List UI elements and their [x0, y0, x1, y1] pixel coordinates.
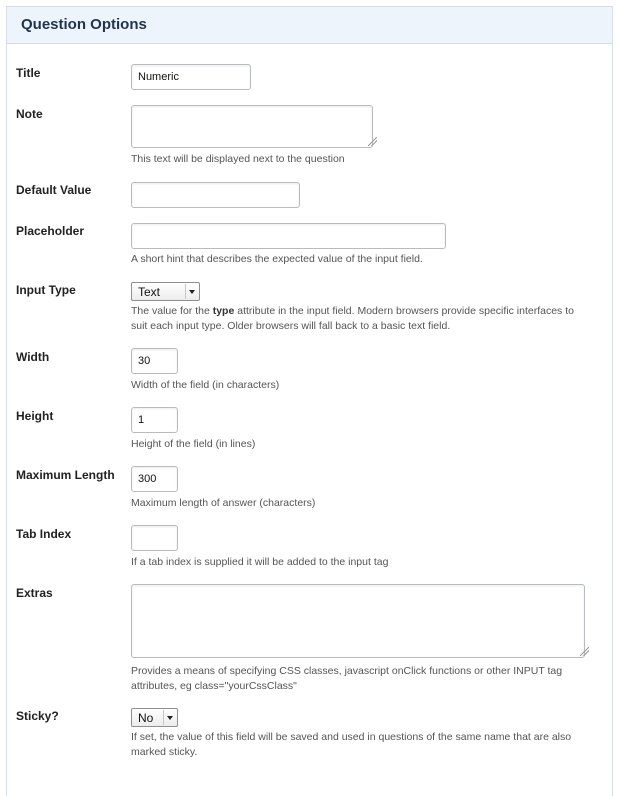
max-length-label: Maximum Length	[16, 468, 115, 482]
title-label: Title	[16, 66, 41, 80]
height-help: Height of the field (in lines)	[131, 438, 256, 450]
input-type-help-bold: type	[212, 305, 235, 317]
sticky-select[interactable]	[131, 708, 178, 727]
extras-label: Extras	[16, 586, 53, 600]
title-input[interactable]: Numeric	[131, 64, 251, 90]
extras-textarea[interactable]	[131, 584, 585, 658]
input-type-help-suffix: attribute in the input field. Modern browsers provide specific interfaces to suit each input type. Older browsers will fall back to a basic text field.	[131, 305, 574, 332]
max-length-input[interactable]: 300	[131, 466, 178, 492]
max-length-help: Maximum length of answer (characters)	[131, 497, 316, 509]
extras-resize-grip[interactable]	[580, 647, 589, 656]
note-resize-grip[interactable]	[368, 137, 377, 146]
input-type-help	[131, 304, 591, 334]
default-value-input[interactable]	[131, 182, 300, 208]
width-input[interactable]: 30	[131, 348, 178, 374]
placeholder-label: Placeholder	[16, 224, 85, 238]
chevron-down-icon	[163, 710, 176, 725]
note-help: This text will be displayed next to the question	[131, 153, 345, 165]
default-value-label: Default Value	[16, 183, 92, 197]
height-input[interactable]: 1	[131, 407, 178, 433]
placeholder-input[interactable]	[131, 223, 446, 249]
note-label: Note	[16, 107, 43, 121]
extras-help: Provides a means of specifying CSS classes, javascript onClick functions or other INPUT tag attributes, eg class="yourCssClass"	[131, 665, 563, 692]
tab-index-help: If a tab index is supplied it will be added to the input tag	[131, 556, 389, 568]
input-type-label: Input Type	[16, 283, 76, 297]
tab-index-label: Tab Index	[16, 527, 72, 541]
input-type-select[interactable]	[131, 282, 200, 301]
input-type-selected: Text	[138, 284, 161, 299]
width-label: Width	[16, 350, 50, 364]
width-help: Width of the field (in characters)	[131, 379, 280, 391]
sticky-label: Sticky?	[16, 709, 59, 723]
note-textarea[interactable]	[131, 105, 373, 148]
height-label: Height	[16, 409, 54, 423]
placeholder-help: A short hint that describes the expected value of the input field.	[131, 253, 423, 265]
tab-index-input[interactable]	[131, 525, 178, 551]
sticky-selected: No	[138, 710, 154, 725]
chevron-down-icon	[185, 284, 198, 299]
input-type-help-prefix: The value for the	[131, 305, 213, 317]
panel-title: Question Options	[21, 16, 147, 33]
sticky-help: If set, the value of this field will be saved and used in questions of the same name that are also marked sticky.	[131, 731, 572, 758]
